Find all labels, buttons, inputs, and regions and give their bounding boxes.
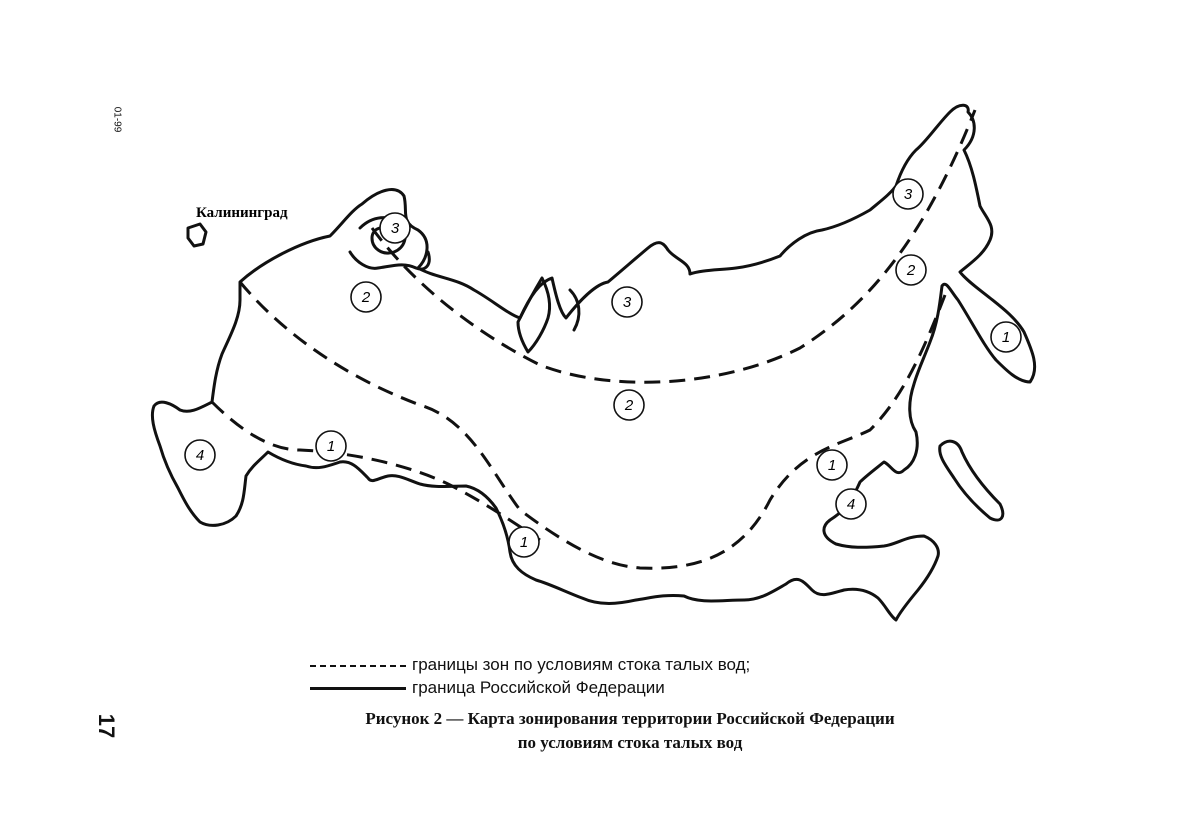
svg-text:4: 4 (846, 496, 856, 513)
svg-text:2: 2 (906, 262, 916, 279)
kaliningrad-label: Калининград (196, 205, 288, 221)
legend-federation-border (310, 678, 665, 698)
svg-text:3: 3 (903, 186, 913, 203)
zone-label-11 (836, 489, 866, 519)
zone-label-7 (185, 440, 215, 470)
svg-text:3: 3 (622, 294, 632, 311)
zone-boundary-south (212, 402, 540, 540)
solid-line-sample (310, 687, 406, 690)
page-number: 17 (94, 713, 120, 739)
zone-labels (185, 179, 1021, 557)
zone-label-10 (817, 450, 847, 480)
svg-text:1: 1 (827, 457, 837, 474)
zone-label-5 (896, 255, 926, 285)
legend-zone-boundaries (310, 655, 750, 675)
svg-text:1: 1 (1001, 329, 1011, 346)
svg-text:2: 2 (361, 289, 371, 306)
zone-label-1 (380, 213, 410, 243)
zone-label-9 (509, 527, 539, 557)
page-code: 01-99 (111, 106, 123, 133)
zone-label-4 (614, 390, 644, 420)
zone-boundary-west (240, 282, 945, 568)
svg-text:4: 4 (195, 447, 205, 464)
sakhalin-outline (940, 441, 1003, 520)
zone-label-3 (612, 287, 642, 317)
zone-label-2 (351, 282, 381, 312)
svg-text:3: 3 (390, 220, 400, 237)
kaliningrad-outline (188, 224, 206, 246)
zone-boundary-north (372, 110, 975, 382)
legend-zone-text: границы зон по условиям стока талых вод; (412, 655, 751, 674)
white-sea-inlet (350, 252, 429, 269)
svg-text:1: 1 (326, 438, 336, 455)
yamal-peninsula (518, 278, 550, 352)
svg-text:1: 1 (519, 534, 529, 551)
figure-caption-line2: по условиям стока талых вод (517, 733, 743, 752)
svg-text:2: 2 (624, 397, 634, 414)
figure-caption-line1: Рисунок 2 — Карта зонирования территории Российской Федерации (365, 709, 895, 728)
dashed-line-sample (310, 665, 406, 667)
zone-label-6 (991, 322, 1021, 352)
zone-label-8 (316, 431, 346, 461)
zone-label-12 (893, 179, 923, 209)
legend-border-text: граница Российской Федерации (412, 678, 665, 697)
